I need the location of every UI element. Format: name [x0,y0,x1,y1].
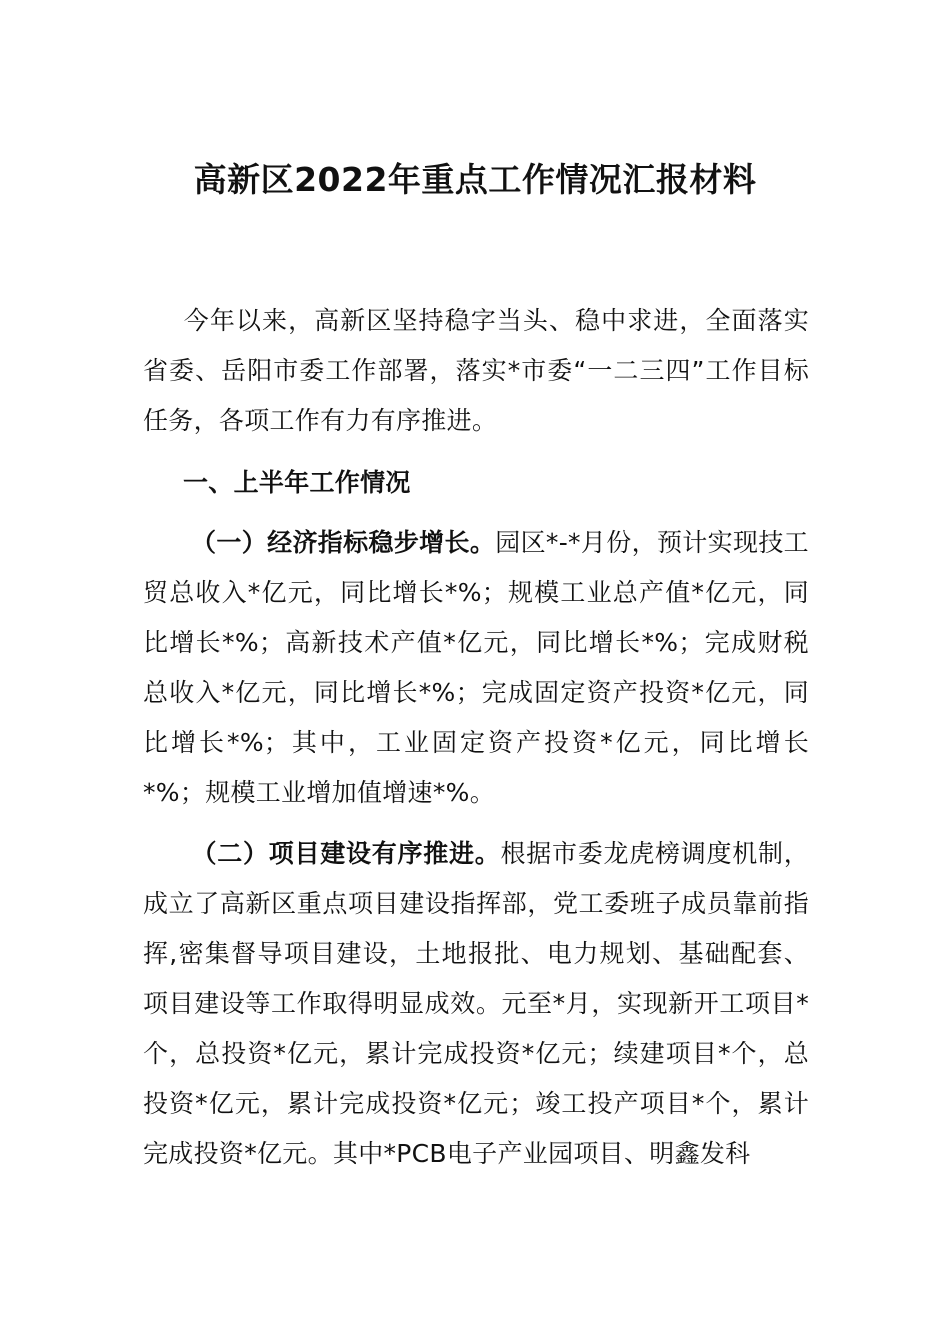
intro-paragraph [143,296,809,446]
item-1-text: 园区*-*月份，预计实现技工贸总收入*亿元，同比增长*%；规模工业总产值*亿元，同比增长*%；高新技术产值*亿元，同比增长*%；完成财税总收入*亿元，同比增长*%；完成固定资产投资*亿元，同比增长*%；其中，工业固定资产投资*亿元，同比增长*%；规模工业增加值增速*%。 [143,528,809,807]
item-1-paragraph [143,518,809,818]
document-title: 高新区2022年重点工作情况汇报材料 [193,160,757,199]
item-1-heading: （一）经济指标稳步增长。 [191,528,496,557]
item-2-text: 根据市委龙虎榜调度机制，成立了高新区重点项目建设指挥部，党工委班子成员靠前指挥,密集督导项目建设，土地报批、电力规划、基础配套、项目建设等工作取得明显成效。元至*月，实现新开工项目*个，总投资*亿元，累计完成投资*亿元；续建项目*个，总投资*亿元，累计完成投资*亿元；竣工投产项目*个，累计完成投资*亿元。其中*PCB电子产业园项目、明鑫发科 [143,839,809,1168]
item-2-heading: （二）项目建设有序推进。 [191,839,501,868]
section-heading [143,458,809,508]
intro-text: 今年以来，高新区坚持稳字当头、稳中求进，全面落实省委、岳阳市委工作部署，落实*市委“一二三四”工作目标任务，各项工作有力有序推进。 [143,306,809,435]
section-heading-text: 一、上半年工作情况 [183,468,411,497]
item-2-paragraph [143,829,809,1179]
